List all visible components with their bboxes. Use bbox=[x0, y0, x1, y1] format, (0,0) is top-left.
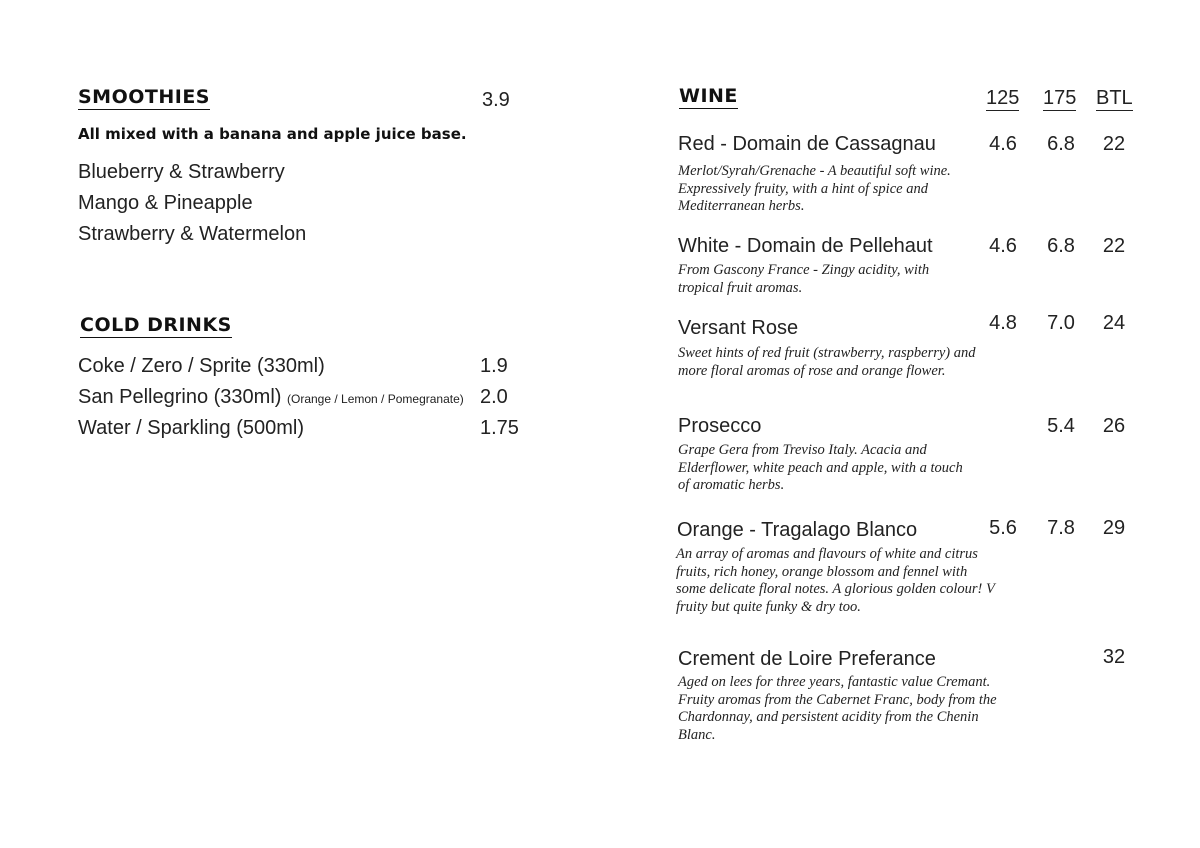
wine-price-125: 4.6 bbox=[989, 133, 1017, 155]
wine-price-btl: 26 bbox=[1102, 415, 1126, 437]
cold-drink-name: Water / Sparkling (500ml) bbox=[78, 417, 304, 439]
wine-description: Aged on lees for three years, fantastic value Cremant. Fruity aromas from the Cabernet Franc, body from the Chardonnay, and persistent acidity from the Chenin Blanc. bbox=[678, 674, 997, 743]
wine-price-btl: 29 bbox=[1102, 517, 1126, 539]
wine-price-btl: 24 bbox=[1102, 312, 1126, 334]
wine-name: White - Domain de Pellehaut bbox=[678, 235, 933, 257]
wine-price-125: 4.8 bbox=[989, 312, 1017, 334]
smoothies-subtitle: All mixed with a banana and apple juice base. bbox=[78, 125, 467, 143]
wine-description: Sweet hints of red fruit (strawberry, raspberry) and more floral aromas of rose and orange flower. bbox=[678, 345, 976, 379]
wine-price-125: 4.6 bbox=[989, 235, 1017, 257]
cold-drink-name: Coke / Zero / Sprite (330ml) bbox=[78, 355, 325, 377]
wine-price-175: 6.8 bbox=[1047, 235, 1075, 257]
wine-price-175: 6.8 bbox=[1047, 133, 1075, 155]
wine-name: Versant Rose bbox=[678, 317, 799, 339]
cold-drink-price: 1.9 bbox=[480, 355, 508, 377]
wine-description: An array of aromas and flavours of white and citrus fruits, rich honey, orange blossom and fennel with some delicate floral notes. A glorious golden colour! V fruity but quite funky & dry too. bbox=[676, 546, 995, 615]
wine-name: Prosecco bbox=[678, 415, 762, 437]
wine-description: Merlot/Syrah/Grenache - A beautiful soft wine. Expressively fruity, with a hint of spice and Mediterranean herbs. bbox=[678, 163, 951, 214]
wine-heading: WINE bbox=[679, 85, 738, 107]
wine-price-btl: 22 bbox=[1102, 133, 1126, 155]
smoothies-price: 3.9 bbox=[482, 89, 510, 111]
cold-drink-item bbox=[78, 386, 464, 409]
cold-drinks-heading: COLD DRINKS bbox=[80, 314, 232, 336]
cold-drink-price: 1.75 bbox=[480, 417, 519, 439]
wine-column-175: 175 bbox=[1043, 87, 1077, 109]
cold-drink-note: (Orange / Lemon / Pomegranate) bbox=[287, 392, 464, 406]
wine-description: From Gascony France - Zingy acidity, with tropical fruit aromas. bbox=[678, 262, 930, 296]
smoothie-item: Mango & Pineapple bbox=[78, 192, 253, 214]
wine-price-175: 5.4 bbox=[1047, 415, 1075, 437]
cold-drink-price: 2.0 bbox=[480, 386, 508, 408]
wine-column-125: 125 bbox=[986, 87, 1020, 109]
wine-price-btl: 22 bbox=[1102, 235, 1126, 257]
wine-column-btl: BTL bbox=[1096, 87, 1133, 109]
smoothies-heading: SMOOTHIES bbox=[78, 86, 210, 108]
wine-name: Red - Domain de Cassagnau bbox=[678, 133, 936, 155]
wine-price-175: 7.8 bbox=[1047, 517, 1075, 539]
smoothie-item: Strawberry & Watermelon bbox=[78, 223, 307, 245]
cold-drink-item bbox=[78, 417, 304, 440]
wine-name: Orange - Tragalago Blanco bbox=[677, 519, 918, 541]
smoothie-item: Blueberry & Strawberry bbox=[78, 161, 285, 183]
cold-drink-item bbox=[78, 355, 325, 378]
wine-name: Crement de Loire Preferance bbox=[678, 648, 936, 670]
wine-description: Grape Gera from Treviso Italy. Acacia and Elderflower, white peach and apple, with a touch of aromatic herbs. bbox=[678, 442, 963, 493]
wine-price-btl: 32 bbox=[1102, 646, 1126, 668]
cold-drink-name: San Pellegrino (330ml) bbox=[78, 386, 282, 408]
wine-price-125: 5.6 bbox=[989, 517, 1017, 539]
wine-price-175: 7.0 bbox=[1047, 312, 1075, 334]
